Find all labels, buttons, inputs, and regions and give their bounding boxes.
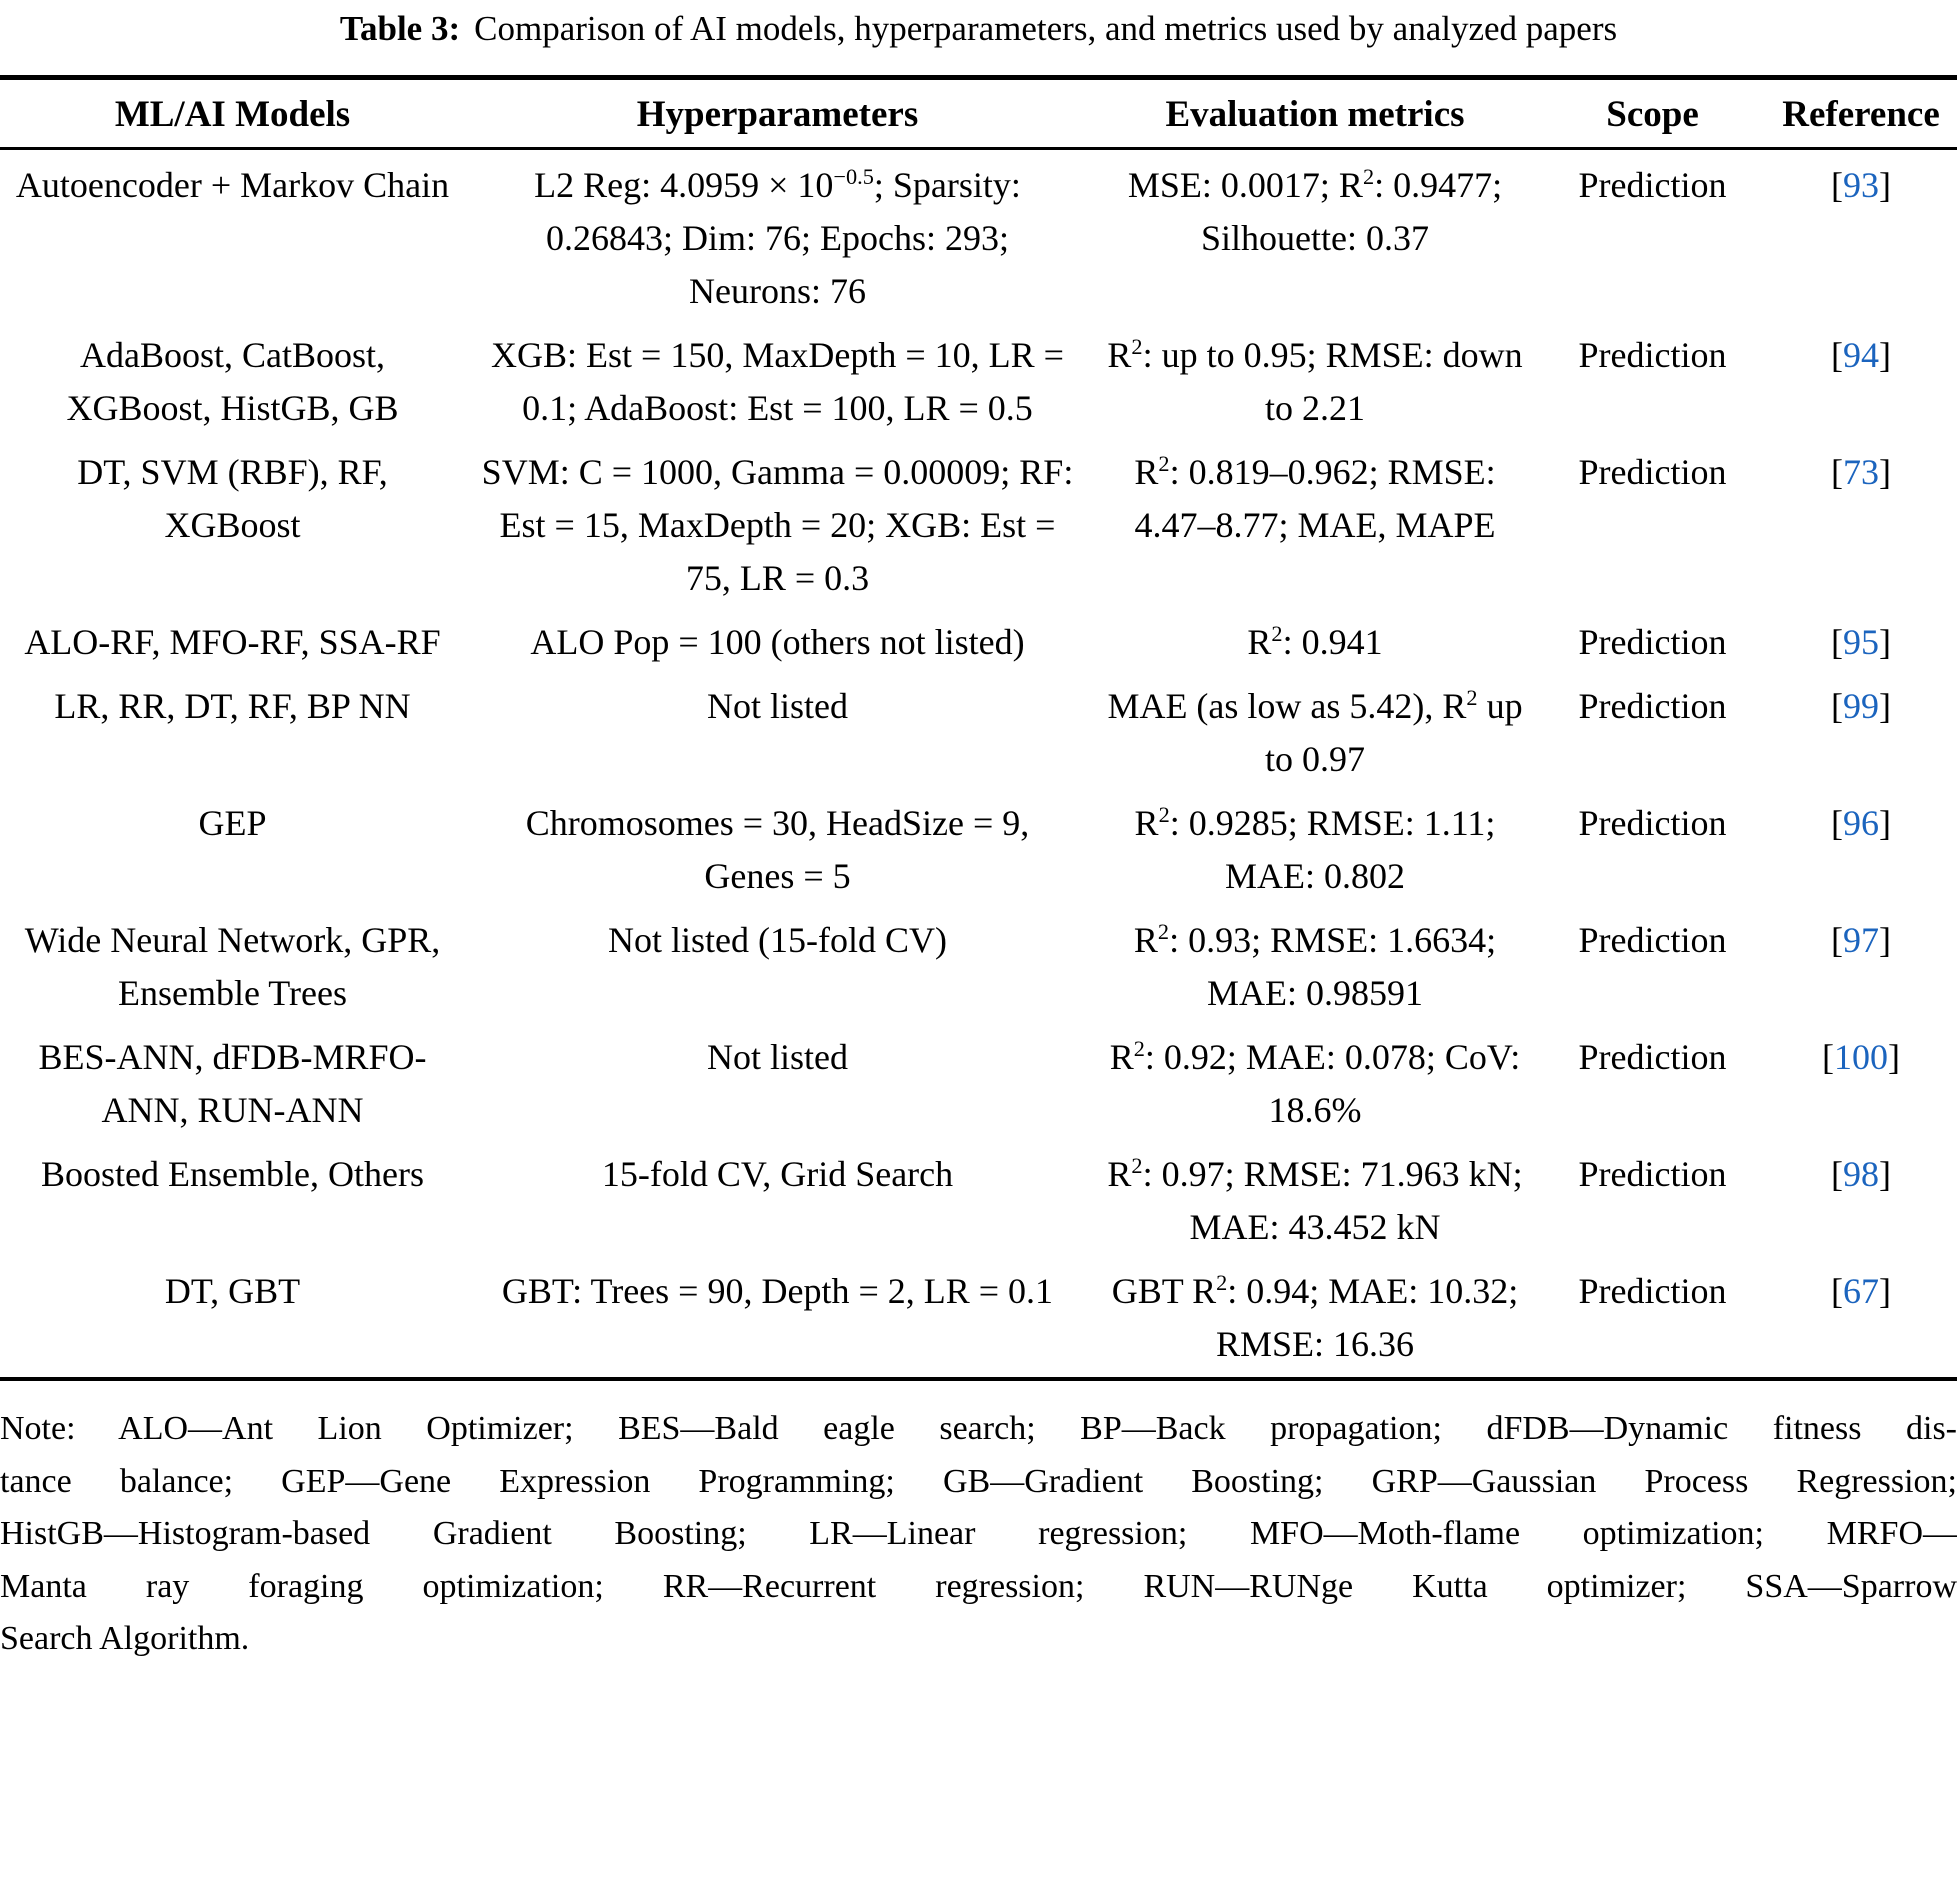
reference-link[interactable]: 67 [1843,1271,1879,1311]
reference-bracket: ] [1879,622,1891,662]
table-note [0,1403,1957,1666]
cell-metrics: $R^2$: 0.941 [1247,621,1383,662]
cell-models: LR, RR, DT, RF, BP NN [54,686,411,726]
reference-link[interactable]: 98 [1843,1154,1879,1194]
cell-hyperparameters: Chromosomes = 30, HeadSize = 9, Genes = 5 [525,803,1030,896]
table-row [0,675,1957,792]
cell-scope: Prediction [1578,686,1727,726]
cell-models: DT, GBT [164,1271,301,1311]
cell-models: BES-ANN, dFDB-MRFO-ANN, RUN-ANN [38,1037,427,1130]
reference-bracket: [ [1831,165,1843,205]
table-row [0,1260,1957,1379]
cell-reference [1765,611,1957,675]
cell-reference [1765,441,1957,611]
cell-models: Wide Neural Network, GPR, Ensemble Trees [24,920,441,1013]
cell-hyperparameters: XGB: Est = 150, MaxDepth = 10, LR = 0.1; AdaBoost: Est = 100, LR = 0.5 [491,335,1064,428]
column-header-scope: Scope [1540,78,1765,149]
cell-metrics: GBT $R^2$: 0.94; MAE: 10.32; RMSE: 16.36 [1111,1270,1519,1364]
cell-reference [1765,675,1957,792]
cell-metrics: MAE (as low as 5.42), $R^2$ up to 0.97 [1107,685,1523,779]
cell-models: AdaBoost, CatBoost, XGBoost, HistGB, GB [66,335,399,428]
cell-scope: Prediction [1578,335,1727,375]
column-header-hyperparameters: Hyperparameters [465,78,1090,149]
cell-scope: Prediction [1578,1271,1727,1311]
cell-metrics: $R^2$: 0.93; RMSE: 1.6634; MAE: 0.98591 [1133,919,1497,1013]
cell-scope: Prediction [1578,1154,1727,1194]
table-row [0,1143,1957,1260]
reference-bracket: ] [1888,1037,1900,1077]
reference-bracket: [ [1822,1037,1834,1077]
cell-scope: Prediction [1578,165,1727,205]
cell-metrics: MSE: 0.0017; $R^2$: 0.9477; Silhouette: 0.37 [1127,164,1503,258]
table-header-row [0,78,1957,149]
cell-scope: Prediction [1578,920,1727,960]
reference-link[interactable]: 95 [1843,622,1879,662]
cell-metrics: $R^2$: 0.819–0.962; RMSE: 4.47–8.77; MAE, MAPE [1134,451,1496,545]
cell-reference [1765,149,1957,325]
comparison-table [0,75,1957,1381]
reference-bracket: ] [1879,920,1891,960]
note-line: HistGB—Histogram-based Gradient Boosting; LR—Linear regression; MFO—Moth-flame optimization; MRFO— [0,1515,1957,1552]
cell-models: GEP [198,803,267,843]
cell-metrics: $R^2$: 0.97; RMSE: 71.963 kN; MAE: 43.452 kN [1107,1153,1523,1247]
reference-link[interactable]: 99 [1843,686,1879,726]
table-row [0,909,1957,1026]
reference-bracket: [ [1831,335,1843,375]
cell-scope: Prediction [1578,622,1727,662]
reference-bracket: ] [1879,686,1891,726]
cell-hyperparameters: Not listed [707,1037,848,1077]
note-line: Manta ray foraging optimization; RR—Recurrent regression; RUN—RUNge Kutta optimizer; SSA—Sparrow [0,1567,1957,1605]
table-row [0,611,1957,675]
table-row [0,324,1957,441]
table-caption [0,6,1957,52]
cell-reference [1765,1260,1957,1379]
reference-bracket: ] [1879,335,1891,375]
reference-link[interactable]: 97 [1843,920,1879,960]
cell-scope: Prediction [1578,452,1727,492]
reference-bracket: ] [1879,1271,1891,1311]
cell-hyperparameters: 15-fold CV, Grid Search [601,1154,954,1194]
reference-link[interactable]: 73 [1843,452,1879,492]
reference-bracket: [ [1831,452,1843,492]
cell-reference [1765,324,1957,441]
note-line: tance balance; GEP—Gene Expression Programming; GB—Gradient Boosting; GRP—Gaussian Process Regression; [0,1462,1957,1500]
column-header-metrics: Evaluation metrics [1090,78,1540,149]
cell-reference [1765,909,1957,1026]
cell-models: ALO-RF, MFO-RF, SSA-RF [24,622,441,662]
cell-models: Autoencoder + Markov Chain [15,165,450,205]
column-header-reference: Reference [1765,78,1957,149]
cell-reference [1765,792,1957,909]
cell-metrics: $R^2$: 0.92; MAE: 0.078; CoV: 18.6% [1109,1036,1521,1130]
reference-link[interactable]: 94 [1843,335,1879,375]
reference-link[interactable]: 96 [1843,803,1879,843]
cell-models: Boosted Ensemble, Others [41,1154,424,1194]
cell-hyperparameters: L2 Reg: $4.0959 \times 10^{-0.5}$; Sparsity: 0.26843; Dim: 76; Epochs: 293; Neurons: 76 [534,164,1021,311]
cell-hyperparameters: Not listed (15-fold CV) [608,920,947,960]
reference-link[interactable]: 100 [1834,1037,1888,1077]
reference-bracket: ] [1879,803,1891,843]
cell-hyperparameters: SVM: C = 1000, Gamma = 0.00009; RF: Est = 15, MaxDepth = 20; XGB: Est = 75, LR = 0.3 [481,452,1074,598]
cell-metrics: $R^2$: up to 0.95; RMSE: down to 2.21 [1107,334,1523,428]
cell-hyperparameters: Not listed [707,686,848,726]
note-line: Search Algorithm. [0,1620,250,1657]
reference-bracket: [ [1831,686,1843,726]
reference-bracket: [ [1831,1154,1843,1194]
reference-bracket: [ [1831,920,1843,960]
table-row [0,149,1957,325]
reference-bracket: ] [1879,1154,1891,1194]
cell-models: DT, SVM (RBF), RF, XGBoost [77,452,388,545]
table-row [0,441,1957,611]
table-caption-label: Table 3: [339,9,461,48]
reference-bracket: ] [1879,452,1891,492]
note-line: Note: ALO—Ant Lion Optimizer; BES—Bald eagle search; BP—Back propagation; dFDB—Dynamic fitness dis- [0,1410,1957,1447]
table-caption-text: Comparison of AI models, hyperparameters, and metrics used by analyzed papers [474,9,1618,48]
reference-bracket: [ [1831,622,1843,662]
table-row [0,1026,1957,1143]
cell-metrics: $R^2$: 0.9285; RMSE: 1.11; MAE: 0.802 [1134,802,1496,896]
cell-hyperparameters: GBT: Trees = 90, Depth = 2, LR = 0.1 [501,1271,1054,1311]
cell-scope: Prediction [1578,1037,1727,1077]
cell-scope: Prediction [1578,803,1727,843]
reference-bracket: [ [1831,1271,1843,1311]
table-row [0,792,1957,909]
column-header-models: ML/AI Models [0,78,465,149]
cell-reference [1765,1143,1957,1260]
reference-link[interactable]: 93 [1843,165,1879,205]
cell-reference [1765,1026,1957,1143]
reference-bracket: ] [1879,165,1891,205]
reference-bracket: [ [1831,803,1843,843]
cell-hyperparameters: ALO Pop = 100 (others not listed) [530,622,1025,662]
